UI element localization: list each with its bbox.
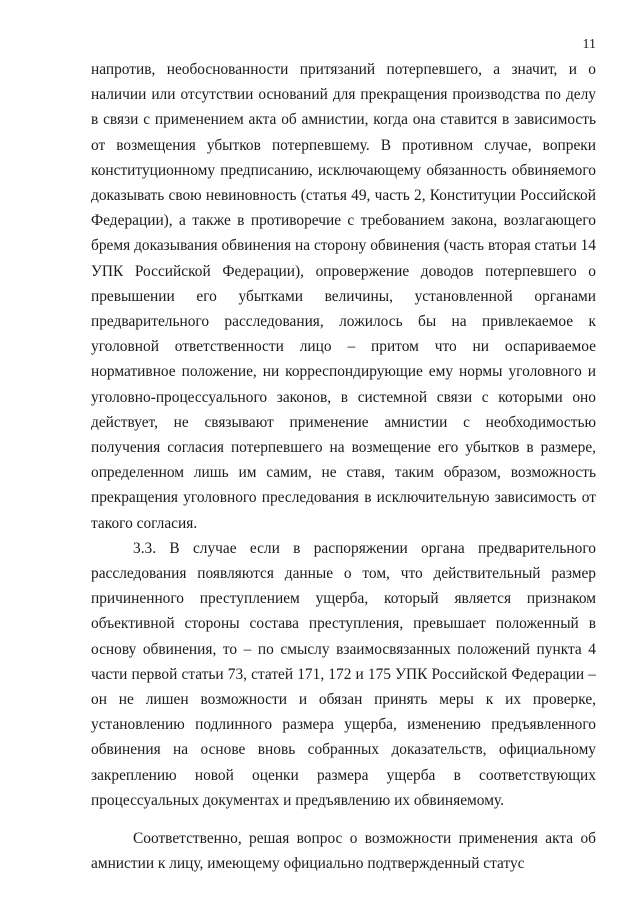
- document-body: [91, 57, 596, 877]
- paragraph-section-3-3: 3.3. В случае если в распоряжении органа предварительного расследования появляются данные о том, что действительный размер причиненного преступлением ущерба, который является признаком объективной стороны состава преступления, превышает положенный в основу обвинения, то – по смыслу взаимосвязанных положений пункта 4 части первой статьи 73, статей 171, 172 и 175 УПК Российской Федерации – он не лишен возможности и обязан принять меры к их проверке, установлению подлинного размера ущерба, изменению предъявленного обвинения на основе вновь собранных доказательств, официальному закреплению новой оценки размера ущерба в соответствующих процессуальных документах и предъявлению их обвиняемому.: [91, 539, 596, 809]
- paragraph-consequently: Соответственно, решая вопрос о возможности применения акта об амнистии к лицу, имеющему официально подтвержденный статус: [91, 830, 596, 873]
- page-number: 11: [582, 37, 596, 52]
- paragraph-continuation: напротив, необоснованности притязаний потерпевшего, а значит, и о наличии или отсутствии оснований для прекращения производства по делу в связи с применением акта об амнистии, когда она ставится в зависимость от возмещения убытков потерпевшему. В противном случае, вопреки конституционному предписанию, исключающему обязанность обвиняемого доказывать свою невиновность (статья 49, часть 2, Конституции Российской Федерации), а также в противоречие с требованием закона, возлагающего бремя доказывания обвинения на сторону обвинения (часть вторая статьи 14 УПК Российской Федерации), опровержение доводов потерпевшего о превышении его убытками величины, установленной органами предварительного расследования, ложилось бы на привлекаемое к уголовной ответственности лицо – притом что ни оспариваемое нормативное положение, ни корреспондирующие ему нормы уголовного и уголовно-процессуального законов, в системной связи с которыми оно действует, не связывают применение амнистии с необходимостью получения согласия потерпевшего на возмещение его убытков в размере, определенном лишь им самим, не ставя, таким образом, возможность прекращения уголовного преследования в исключительную зависимость от такого согласия.: [91, 61, 596, 532]
